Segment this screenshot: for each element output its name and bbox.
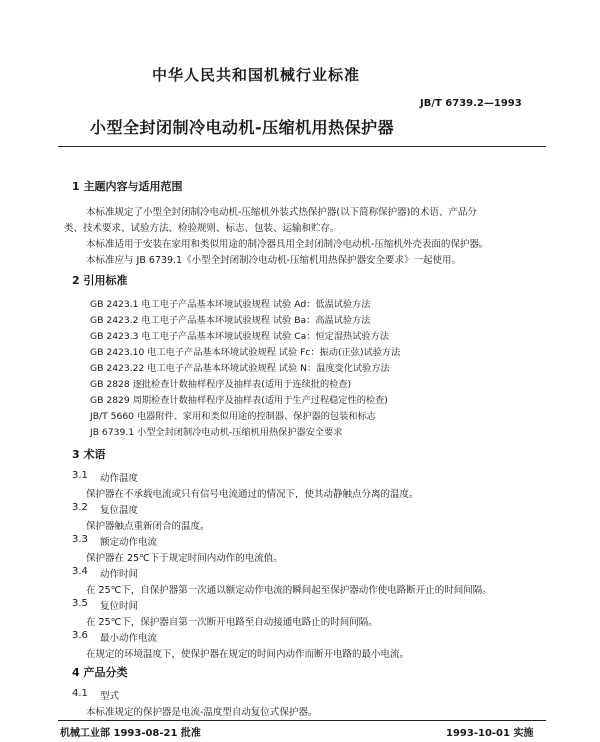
term-name: 额定动作电流: [100, 537, 158, 548]
term-name: 最小动作电流: [100, 633, 158, 644]
reference-item: GB 2423.3 电工电子产品基本环境试验规程 试验 Ca：恒定湿热试验方法: [90, 331, 389, 342]
term-name: 动作温度: [100, 473, 139, 484]
term-definition: 在规定的环境温度下，使保护器在规定的时间内动作而断开电路的最小电流。: [86, 649, 410, 660]
reference-item: GB 2423.22 电工电子产品基本环境试验规程 试验 N：温度变化试验方法: [90, 363, 390, 374]
term-name: 复位温度: [100, 505, 139, 516]
section-1-para-3: 本标准应与 JB 6739.1《小型全封闭制冷电动机-压缩机用热保护器安全要求》一起使用。: [86, 255, 462, 266]
reference-item: GB 2423.1 电工电子产品基本环境试验规程 试验 Ad：低温试验方法: [90, 299, 371, 310]
term-definition: 在 25℃下，保护器自第一次断开电路至自动接通电路止的时间间隔。: [86, 617, 378, 628]
term-definition: 保护器触点重新闭合的温度。: [86, 521, 210, 532]
reference-item: GB 2423.10 电工电子产品基本环境试验规程 试验 Fc：振动(正弦)试验方法: [90, 347, 401, 358]
section-1-heading: 1 主题内容与适用范围: [72, 180, 183, 193]
title-divider: [58, 146, 546, 147]
section-1-para-1-line-1: 本标准规定了小型全封闭制冷电动机-压缩机外装式热保护器(以下简称保护器)的术语、产品分: [86, 207, 477, 218]
subsection-name: 型式: [100, 691, 120, 702]
subsection-definition: 本标准规定的保护器是电流-温度型自动复位式保护器。: [86, 707, 318, 718]
term-number: 3.6: [72, 630, 88, 641]
term-number: 3.3: [72, 534, 88, 545]
reference-item: JB 6739.1 小型全封闭制冷电动机-压缩机用热保护器安全要求: [90, 427, 343, 438]
term-definition: 保护器在不承载电流或只有信号电流通过的情况下，使其动静触点分离的温度。: [86, 489, 419, 500]
effective-date: 1993-10-01 实施: [446, 728, 534, 739]
term-name: 动作时间: [100, 569, 139, 580]
term-number: 3.4: [72, 566, 88, 577]
reference-item: GB 2423.2 电工电子产品基本环境试验规程 试验 Ba：高温试验方法: [90, 315, 371, 326]
subsection-number: 4.1: [72, 688, 88, 699]
term-number: 3.1: [72, 470, 88, 481]
reference-item: GB 2829 周期检查计数抽样程序及抽样表(适用于生产过程稳定性的检查): [90, 395, 388, 406]
standard-number: JB/T 6739.2—1993: [420, 98, 522, 109]
term-number: 3.2: [72, 502, 88, 513]
section-3-heading: 3 术语: [72, 448, 106, 461]
section-1-para-1-line-2: 类、技术要求、试验方法、检验规则、标志、包装、运输和贮存。: [64, 223, 340, 234]
issuing-organization: 中华人民共和国机械行业标准: [152, 66, 361, 84]
term-number: 3.5: [72, 598, 88, 609]
term-name: 复位时间: [100, 601, 139, 612]
section-1-para-2: 本标准适用于安装在家用和类似用途的制冷器具用全封闭制冷电动机-压缩机外壳表面的保护器。: [86, 239, 489, 250]
approval-date: 机械工业部 1993-08-21 批准: [60, 728, 201, 739]
document-title: 小型全封闭制冷电动机-压缩机用热保护器: [90, 118, 395, 137]
footer-divider: [58, 720, 546, 721]
section-2-heading: 2 引用标准: [72, 274, 128, 287]
section-4-heading: 4 产品分类: [72, 666, 128, 679]
reference-item: GB 2828 逐批检查计数抽样程序及抽样表(适用于连续批的检查): [90, 379, 352, 390]
reference-item: JB/T 5660 电器附件、家用和类似用途的控制器、保护器的包装和标志: [90, 411, 376, 422]
term-definition: 保护器在 25℃下于规定时间内动作的电流值。: [86, 553, 283, 564]
term-definition: 在 25℃下，自保护器第一次通以额定动作电流的瞬间起至保护器动作使电路断开止的时间间隔。: [86, 585, 492, 596]
